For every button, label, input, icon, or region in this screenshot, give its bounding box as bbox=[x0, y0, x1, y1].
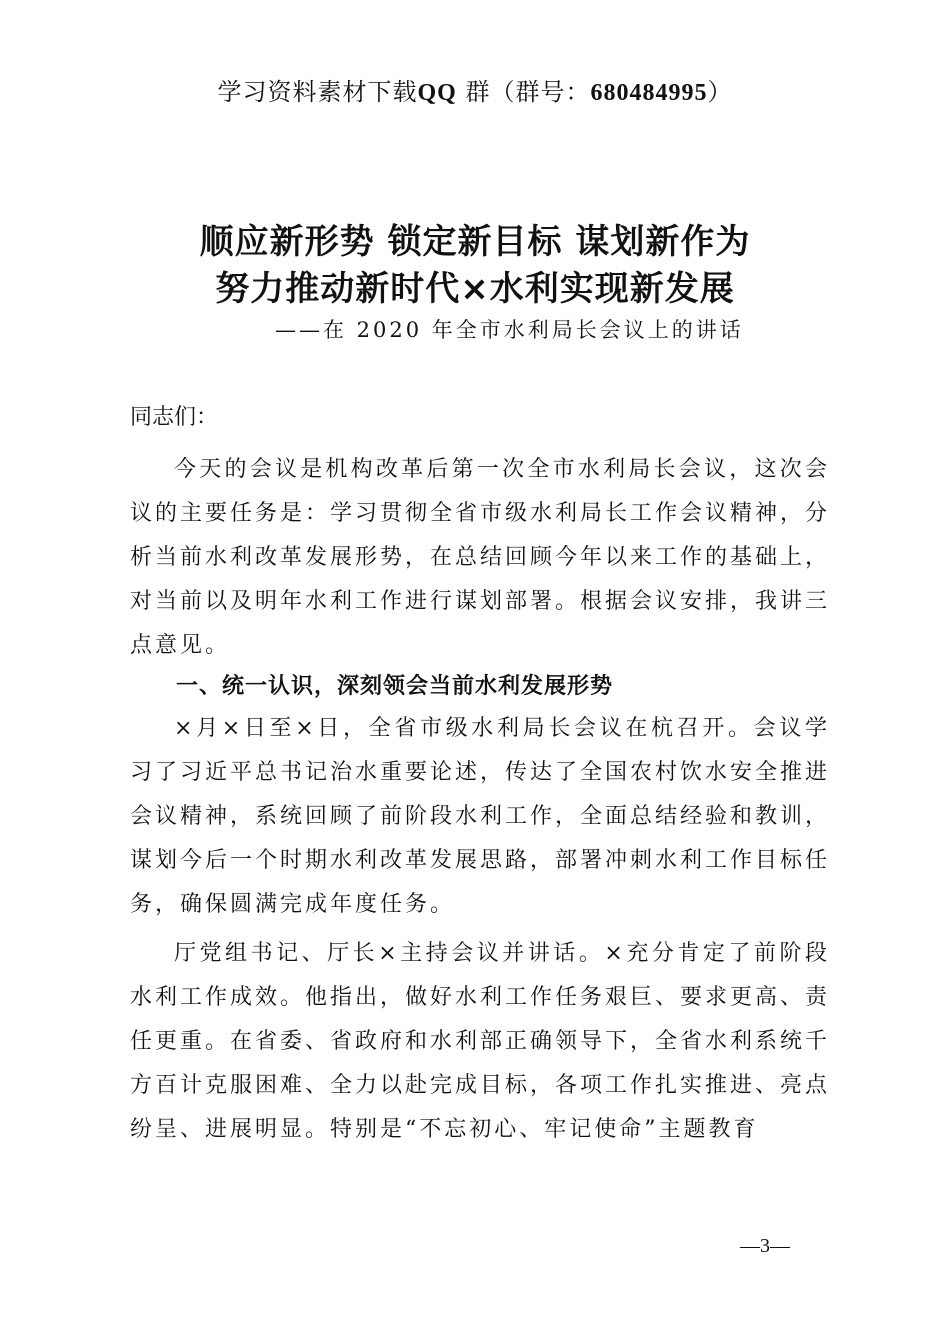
section-heading: 一、统一认识，深刻领会当前水利发展形势 bbox=[176, 674, 614, 699]
header-note-suffix: ） bbox=[707, 78, 733, 106]
header-note bbox=[0, 72, 950, 107]
paragraph-director: 厅党组书记、厅长×主持会议并讲话。×充分肯定了前阶段水利工作成效。他指出，做好水利工作任务艰巨、要求更高、责任更重。在省委、省政府和水利部正确领导下，全省水利系统千方百计克服困难、全力以赴完成目标，各项工作扎实推进、亮点纷呈、进展明显。特别是“不忘初心、牢记使命”主题教育 bbox=[130, 941, 831, 1142]
header-note-number: 680484995 bbox=[590, 80, 708, 106]
header-note-middle: 群（群号： bbox=[456, 78, 591, 106]
subtitle: ——在 2020 年全市水利局长会议上的讲话 bbox=[275, 318, 744, 342]
page-number: —3— bbox=[740, 1235, 790, 1257]
paragraph-intro: 今天的会议是机构改革后第一次全市水利局长会议，这次会议的主要任务是：学习贯彻全省市级水利局长工作会议精神，分析当前水利改革发展形势，在总结回顾今年以来工作的基础上，对当前以及明年水利工作进行谋划部署。根据会议安排，我讲三点意见。 bbox=[130, 457, 831, 658]
header-note-prefix: 学习资料素材下载 bbox=[217, 78, 418, 106]
title-line-1: 顺应新形势 锁定新目标 谋划新作为 bbox=[199, 222, 751, 262]
title-line-2: 努力推动新时代×水利实现新发展 bbox=[215, 269, 735, 309]
header-note-qq: QQ bbox=[417, 80, 457, 106]
salutation: 同志们： bbox=[130, 405, 219, 430]
paragraph-meeting: ×月×日至×日，全省市级水利局长会议在杭召开。会议学习了习近平总书记治水重要论述，传达了全国农村饮水安全推进会议精神，系统回顾了前阶段水利工作，全面总结经验和教训，谋划今后一个时期水利改革发展思路，部署冲刺水利工作目标任务，确保圆满完成年度任务。 bbox=[130, 716, 831, 917]
